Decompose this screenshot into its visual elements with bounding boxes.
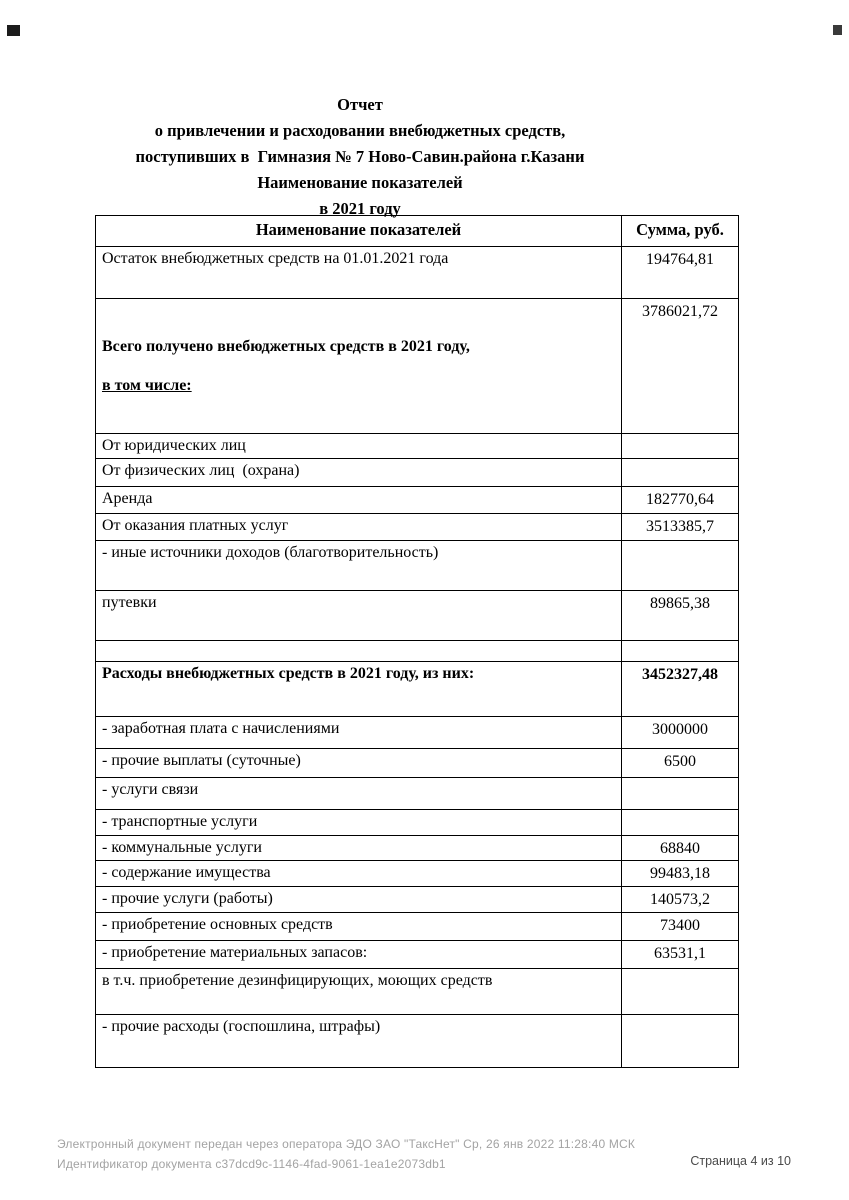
row-label (96, 641, 622, 662)
row-value: 3513385,7 (622, 514, 739, 541)
row-label: - прочие выплаты (суточные) (96, 749, 622, 778)
table-header-row (96, 216, 739, 247)
row-value (622, 434, 739, 459)
row-label: Остаток внебюджетных средств на 01.01.2021 года (96, 247, 622, 299)
table-row (96, 887, 739, 913)
document-title (95, 92, 625, 222)
row-value: 140573,2 (622, 887, 739, 913)
edo-stamp (57, 1134, 635, 1174)
table-row (96, 641, 739, 662)
title-line: поступивших в Гимназия № 7 Ново-Савин.района г.Казани (135, 147, 585, 166)
row-label: - коммунальные услуги (96, 836, 622, 861)
edo-stamp-line2: Идентификатор документа c37dcd9c-1146-4fad-9061-1ea1e2073db1 (57, 1157, 446, 1171)
title-line: Наименование показателей (257, 173, 463, 192)
row-value (622, 541, 739, 591)
row-value: 3000000 (622, 717, 739, 749)
title-line: Отчет (337, 95, 383, 114)
row-label (96, 299, 622, 434)
table-row (96, 778, 739, 810)
row-label: От юридических лиц (96, 434, 622, 459)
row-label: - иные источники доходов (благотворительность) (96, 541, 622, 591)
table-row (96, 591, 739, 641)
column-header-sum: Сумма, руб. (622, 216, 739, 247)
row-label: - прочие расходы (госпошлина, штрафы) (96, 1015, 622, 1068)
row-label: - приобретение материальных запасов: (96, 941, 622, 969)
table-row (96, 861, 739, 887)
table-row (96, 299, 739, 434)
row-value (622, 641, 739, 662)
row-label: - заработная плата с начислениями (96, 717, 622, 749)
row-value: 99483,18 (622, 861, 739, 887)
row-label: - содержание имущества (96, 861, 622, 887)
table-row (96, 514, 739, 541)
row-value (622, 778, 739, 810)
row-value: 182770,64 (622, 487, 739, 514)
title-line: о привлечении и расходовании внебюджетных средств, (154, 121, 566, 140)
row-value: 68840 (622, 836, 739, 861)
row-label: в т.ч. приобретение дезинфицирующих, моющих средств (96, 969, 622, 1015)
table-row (96, 749, 739, 778)
table-row (96, 247, 739, 299)
table-row (96, 434, 739, 459)
table-row (96, 810, 739, 836)
row-value: 73400 (622, 913, 739, 941)
scan-artifact-right (833, 25, 842, 35)
row-label: - приобретение основных средств (96, 913, 622, 941)
row-label-line1: Всего получено внебюджетных средств в 2021 году, (102, 338, 470, 355)
row-value (622, 810, 739, 836)
row-label: - услуги связи (96, 778, 622, 810)
table-row (96, 717, 739, 749)
row-value: 3786021,72 (622, 299, 739, 434)
row-value: 194764,81 (622, 247, 739, 299)
table-row (96, 941, 739, 969)
scan-artifact-left (7, 25, 20, 36)
table-row (96, 836, 739, 861)
table-row (96, 487, 739, 514)
title-line: в 2021 году (319, 199, 401, 218)
table-row (96, 541, 739, 591)
row-label: - прочие услуги (работы) (96, 887, 622, 913)
row-value (622, 1015, 739, 1068)
row-value (622, 969, 739, 1015)
row-label-line2: в том числе: (102, 377, 192, 394)
row-label: Расходы внебюджетных средств в 2021 году, из них: (96, 662, 622, 717)
row-label: От физических лиц (охрана) (96, 459, 622, 487)
table-row (96, 913, 739, 941)
row-label: путевки (96, 591, 622, 641)
column-header-name: Наименование показателей (96, 216, 622, 247)
row-value: 6500 (622, 749, 739, 778)
row-value (622, 459, 739, 487)
row-value: 89865,38 (622, 591, 739, 641)
row-label: От оказания платных услуг (96, 514, 622, 541)
table-row (96, 969, 739, 1015)
table-row (96, 459, 739, 487)
table-row (96, 662, 739, 717)
table-row (96, 1015, 739, 1068)
row-label: Аренда (96, 487, 622, 514)
page-number: Страница 4 из 10 (690, 1154, 791, 1168)
edo-stamp-line1: Электронный документ передан через оператора ЭДО ЗАО "ТаксНет" Ср, 26 янв 2022 11:28:40 МСК (57, 1137, 636, 1151)
row-label: - транспортные услуги (96, 810, 622, 836)
row-value: 3452327,48 (622, 662, 739, 717)
row-value: 63531,1 (622, 941, 739, 969)
report-table (95, 215, 739, 1068)
